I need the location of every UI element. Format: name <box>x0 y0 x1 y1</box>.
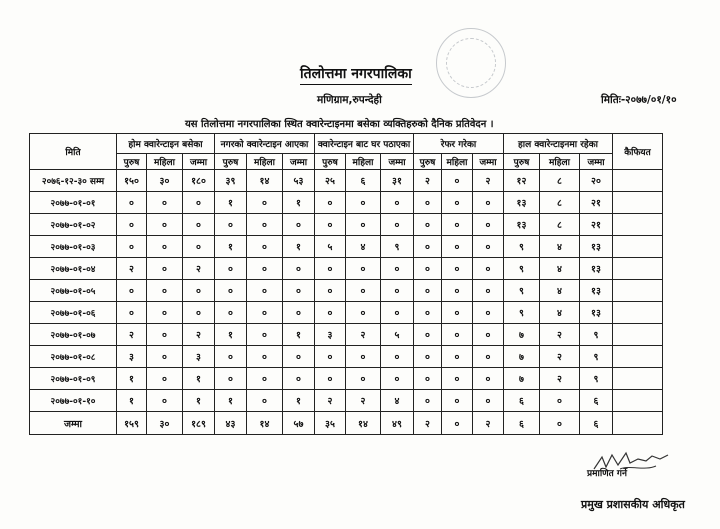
value-cell: ४ <box>540 302 580 324</box>
value-cell: ० <box>473 258 504 280</box>
value-cell: १ <box>283 236 315 258</box>
total-cell: ५७ <box>283 412 315 435</box>
remarks-cell <box>613 324 663 346</box>
value-cell: ० <box>414 390 442 412</box>
value-cell: ० <box>381 258 414 280</box>
sub-header: पुरुष <box>315 154 346 170</box>
date-cell: २०७७-०१-०७ <box>30 324 117 346</box>
value-cell: ३९ <box>215 170 247 192</box>
value-cell: ० <box>215 214 247 236</box>
value-cell: ० <box>473 236 504 258</box>
value-cell: ० <box>414 236 442 258</box>
certified-by-label: प्रमाणित गर्ने <box>587 469 627 479</box>
total-cell: ३० <box>147 412 183 435</box>
value-cell: ० <box>283 346 315 368</box>
value-cell: १४ <box>247 170 283 192</box>
sub-header: जम्मा <box>473 154 504 170</box>
remarks-header: कैफियत <box>613 134 663 170</box>
sub-header: महिला <box>147 154 183 170</box>
total-cell: १८९ <box>183 412 215 435</box>
value-cell: ० <box>215 302 247 324</box>
value-cell: २ <box>346 324 381 346</box>
value-cell: १ <box>215 192 247 214</box>
value-cell: ९ <box>504 236 540 258</box>
value-cell: ३ <box>117 346 147 368</box>
value-cell: १५० <box>117 170 147 192</box>
value-cell: ० <box>442 236 473 258</box>
date-cell: २०७७-०१-०४ <box>30 258 117 280</box>
value-cell: ८ <box>540 192 580 214</box>
value-cell: ० <box>247 368 283 390</box>
value-cell: ० <box>442 192 473 214</box>
value-cell: ६ <box>580 390 613 412</box>
table-row <box>30 280 663 302</box>
group-header: नगरको क्वारेन्टाइन आएका <box>215 134 315 154</box>
date-cell: २०७७-०१-०२ <box>30 214 117 236</box>
date-cell: २०७७-०१-१० <box>30 390 117 412</box>
value-cell: २ <box>540 346 580 368</box>
value-cell: ० <box>117 192 147 214</box>
value-cell: ९ <box>381 236 414 258</box>
value-cell: ० <box>147 390 183 412</box>
date-cell: २०७७-०१-०९ <box>30 368 117 390</box>
date-cell: २०७७-०१-०६ <box>30 302 117 324</box>
value-cell: ० <box>183 280 215 302</box>
remarks-cell <box>613 280 663 302</box>
value-cell: १ <box>283 390 315 412</box>
value-cell: २१ <box>580 192 613 214</box>
value-cell: ९ <box>504 280 540 302</box>
value-cell: ० <box>247 302 283 324</box>
value-cell: ५ <box>315 236 346 258</box>
sub-header: पुरुष <box>117 154 147 170</box>
value-cell: ० <box>147 324 183 346</box>
date-cell: २०७६-१२-३० सम्म <box>30 170 117 192</box>
table-row <box>30 324 663 346</box>
value-cell: २ <box>540 324 580 346</box>
value-cell: ० <box>117 280 147 302</box>
remarks-cell <box>613 346 663 368</box>
remarks-cell <box>613 368 663 390</box>
table-row <box>30 390 663 412</box>
table-row <box>30 258 663 280</box>
value-cell: २ <box>183 324 215 346</box>
sub-header: पुरुष <box>504 154 540 170</box>
remarks-cell <box>613 258 663 280</box>
value-cell: ० <box>381 302 414 324</box>
value-cell: १ <box>215 236 247 258</box>
value-cell: ० <box>473 324 504 346</box>
value-cell: ० <box>414 192 442 214</box>
value-cell: १३ <box>580 280 613 302</box>
value-cell: ० <box>183 214 215 236</box>
value-cell: ० <box>183 236 215 258</box>
value-cell: ७ <box>504 346 540 368</box>
value-cell: ० <box>442 302 473 324</box>
total-cell: ६ <box>580 412 613 435</box>
sub-header: जम्मा <box>283 154 315 170</box>
value-cell: ० <box>283 368 315 390</box>
value-cell: ० <box>147 258 183 280</box>
value-cell: ० <box>315 346 346 368</box>
value-cell: ० <box>442 258 473 280</box>
value-cell: ० <box>247 324 283 346</box>
value-cell: ४ <box>540 236 580 258</box>
value-cell: ० <box>147 214 183 236</box>
value-cell: ६ <box>504 390 540 412</box>
remarks-cell <box>613 412 663 435</box>
group-header: रेफर गरेका <box>414 134 504 154</box>
value-cell: १ <box>183 368 215 390</box>
value-cell: ० <box>442 170 473 192</box>
value-cell: ० <box>414 258 442 280</box>
value-cell: ० <box>247 258 283 280</box>
sub-header: महिला <box>247 154 283 170</box>
table-row <box>30 302 663 324</box>
value-cell: २० <box>580 170 613 192</box>
office-seal <box>436 28 506 98</box>
value-cell: २ <box>473 170 504 192</box>
value-cell: ३१ <box>381 170 414 192</box>
value-cell: १ <box>283 324 315 346</box>
value-cell: ० <box>147 236 183 258</box>
value-cell: १३ <box>504 192 540 214</box>
value-cell: १ <box>215 324 247 346</box>
value-cell: ० <box>315 280 346 302</box>
value-cell: २ <box>117 324 147 346</box>
value-cell: ० <box>346 280 381 302</box>
value-cell: १ <box>183 390 215 412</box>
value-cell: ० <box>315 258 346 280</box>
value-cell: ४ <box>346 236 381 258</box>
value-cell: ० <box>283 258 315 280</box>
value-cell: ० <box>283 302 315 324</box>
value-cell: १३ <box>580 236 613 258</box>
value-cell: ० <box>247 214 283 236</box>
remarks-cell <box>613 170 663 192</box>
report-subtitle: यस तिलोत्तमा नगरपालिका स्थित क्वारेन्टाइनमा बसेका व्यक्तिहरुको दैनिक प्रतिवेदन । <box>185 119 494 130</box>
table-row <box>30 170 663 192</box>
total-row <box>30 412 663 435</box>
sub-header: पुरुष <box>215 154 247 170</box>
value-cell: ० <box>315 192 346 214</box>
table-row <box>30 192 663 214</box>
value-cell: ० <box>381 214 414 236</box>
table-row <box>30 346 663 368</box>
sub-header: महिला <box>540 154 580 170</box>
value-cell: ५ <box>381 324 414 346</box>
value-cell: ६ <box>346 170 381 192</box>
value-cell: ० <box>414 280 442 302</box>
total-cell: ४३ <box>215 412 247 435</box>
total-cell: २ <box>473 412 504 435</box>
value-cell: ० <box>414 324 442 346</box>
value-cell: ० <box>315 368 346 390</box>
value-cell: ० <box>442 390 473 412</box>
quarantine-report-table <box>29 133 663 435</box>
total-cell: १४ <box>247 412 283 435</box>
value-cell: ९ <box>504 258 540 280</box>
value-cell: ० <box>183 302 215 324</box>
value-cell: ३० <box>147 170 183 192</box>
value-cell: ० <box>215 368 247 390</box>
value-cell: ३ <box>183 346 215 368</box>
value-cell: ० <box>117 214 147 236</box>
remarks-cell <box>613 390 663 412</box>
value-cell: ० <box>117 236 147 258</box>
value-cell: ० <box>346 258 381 280</box>
value-cell: ० <box>147 280 183 302</box>
total-cell: ४९ <box>381 412 414 435</box>
date-header: मिति <box>30 134 117 170</box>
table-row <box>30 236 663 258</box>
report-date: मितिः-२०७७/०१/१० <box>601 94 677 106</box>
value-cell: २ <box>183 258 215 280</box>
value-cell: ० <box>442 280 473 302</box>
sub-header: पुरुष <box>414 154 442 170</box>
value-cell: २ <box>117 258 147 280</box>
value-cell: ० <box>283 214 315 236</box>
total-cell: ० <box>540 412 580 435</box>
value-cell: ० <box>442 368 473 390</box>
value-cell: २ <box>540 368 580 390</box>
value-cell: ९ <box>504 302 540 324</box>
value-cell: ८ <box>540 214 580 236</box>
sub-header: जम्मा <box>183 154 215 170</box>
value-cell: ० <box>473 346 504 368</box>
value-cell: ० <box>473 192 504 214</box>
date-cell: २०७७-०१-०३ <box>30 236 117 258</box>
value-cell: २१ <box>580 214 613 236</box>
value-cell: ४ <box>540 280 580 302</box>
value-cell: १ <box>215 390 247 412</box>
value-cell: १ <box>117 368 147 390</box>
sub-header: महिला <box>442 154 473 170</box>
value-cell: ० <box>247 390 283 412</box>
value-cell: ० <box>147 192 183 214</box>
total-cell: ६ <box>504 412 540 435</box>
value-cell: १ <box>283 192 315 214</box>
value-cell: ० <box>247 280 283 302</box>
value-cell: ४ <box>381 390 414 412</box>
total-label: जम्मा <box>30 412 117 435</box>
total-cell: २ <box>414 412 442 435</box>
value-cell: १८० <box>183 170 215 192</box>
value-cell: ० <box>346 214 381 236</box>
value-cell: ९ <box>580 346 613 368</box>
sub-header: जम्मा <box>580 154 613 170</box>
value-cell: ० <box>381 368 414 390</box>
value-cell: ७ <box>504 324 540 346</box>
value-cell: ० <box>414 302 442 324</box>
value-cell: २ <box>315 390 346 412</box>
value-cell: २ <box>346 390 381 412</box>
value-cell: ० <box>215 346 247 368</box>
value-cell: ७ <box>504 368 540 390</box>
date-cell: २०७७-०१-०१ <box>30 192 117 214</box>
value-cell: १२ <box>504 170 540 192</box>
remarks-cell <box>613 236 663 258</box>
value-cell: २५ <box>315 170 346 192</box>
total-cell: ३५ <box>315 412 346 435</box>
group-header: होम क्वारेन्टाइन बसेका <box>117 134 215 154</box>
value-cell: ० <box>247 192 283 214</box>
group-header: हाल क्वारेन्टाइनमा रहेका <box>504 134 613 154</box>
value-cell: ५३ <box>283 170 315 192</box>
value-cell: ० <box>442 214 473 236</box>
group-header: क्वारेन्टाइन बाट घर पठाएका <box>315 134 414 154</box>
value-cell: १३ <box>580 302 613 324</box>
value-cell: ० <box>414 214 442 236</box>
value-cell: २ <box>414 170 442 192</box>
value-cell: ० <box>147 346 183 368</box>
value-cell: ० <box>346 302 381 324</box>
total-cell: १५९ <box>117 412 147 435</box>
value-cell: ० <box>540 390 580 412</box>
value-cell: ० <box>346 368 381 390</box>
value-cell: ० <box>414 368 442 390</box>
value-cell: ० <box>381 346 414 368</box>
value-cell: ३ <box>315 324 346 346</box>
remarks-cell <box>613 192 663 214</box>
value-cell: ० <box>473 302 504 324</box>
total-cell: ० <box>442 412 473 435</box>
value-cell: ० <box>315 214 346 236</box>
value-cell: ० <box>215 280 247 302</box>
date-cell: २०७७-०१-०५ <box>30 280 117 302</box>
value-cell: ० <box>442 324 473 346</box>
remarks-cell <box>613 302 663 324</box>
value-cell: ० <box>473 214 504 236</box>
date-cell: २०७७-०१-०८ <box>30 346 117 368</box>
value-cell: ० <box>346 346 381 368</box>
value-cell: ० <box>473 368 504 390</box>
table-row <box>30 368 663 390</box>
value-cell: १ <box>117 390 147 412</box>
page-title: तिलोत्तमा नगरपालिका <box>300 64 412 85</box>
value-cell: ० <box>473 390 504 412</box>
value-cell: ० <box>346 192 381 214</box>
value-cell: ० <box>381 192 414 214</box>
value-cell: ० <box>247 236 283 258</box>
value-cell: ० <box>315 302 346 324</box>
table-row <box>30 214 663 236</box>
value-cell: ० <box>414 346 442 368</box>
value-cell: १३ <box>580 258 613 280</box>
sub-header: महिला <box>346 154 381 170</box>
value-cell: ० <box>183 192 215 214</box>
value-cell: ० <box>381 280 414 302</box>
value-cell: ० <box>147 302 183 324</box>
value-cell: ८ <box>540 170 580 192</box>
value-cell: ० <box>117 302 147 324</box>
value-cell: १३ <box>504 214 540 236</box>
location-label: मणिग्राम,रुपन्देही <box>317 94 382 106</box>
value-cell: ० <box>247 346 283 368</box>
value-cell: ० <box>215 258 247 280</box>
value-cell: ० <box>473 280 504 302</box>
value-cell: ० <box>283 280 315 302</box>
value-cell: ९ <box>580 368 613 390</box>
value-cell: ४ <box>540 258 580 280</box>
value-cell: ९ <box>580 324 613 346</box>
total-cell: १४ <box>346 412 381 435</box>
sub-header: जम्मा <box>381 154 414 170</box>
value-cell: ० <box>442 346 473 368</box>
officer-title: प्रमुख प्रशासकीय अधिकृत <box>581 498 685 511</box>
remarks-cell <box>613 214 663 236</box>
value-cell: ० <box>147 368 183 390</box>
